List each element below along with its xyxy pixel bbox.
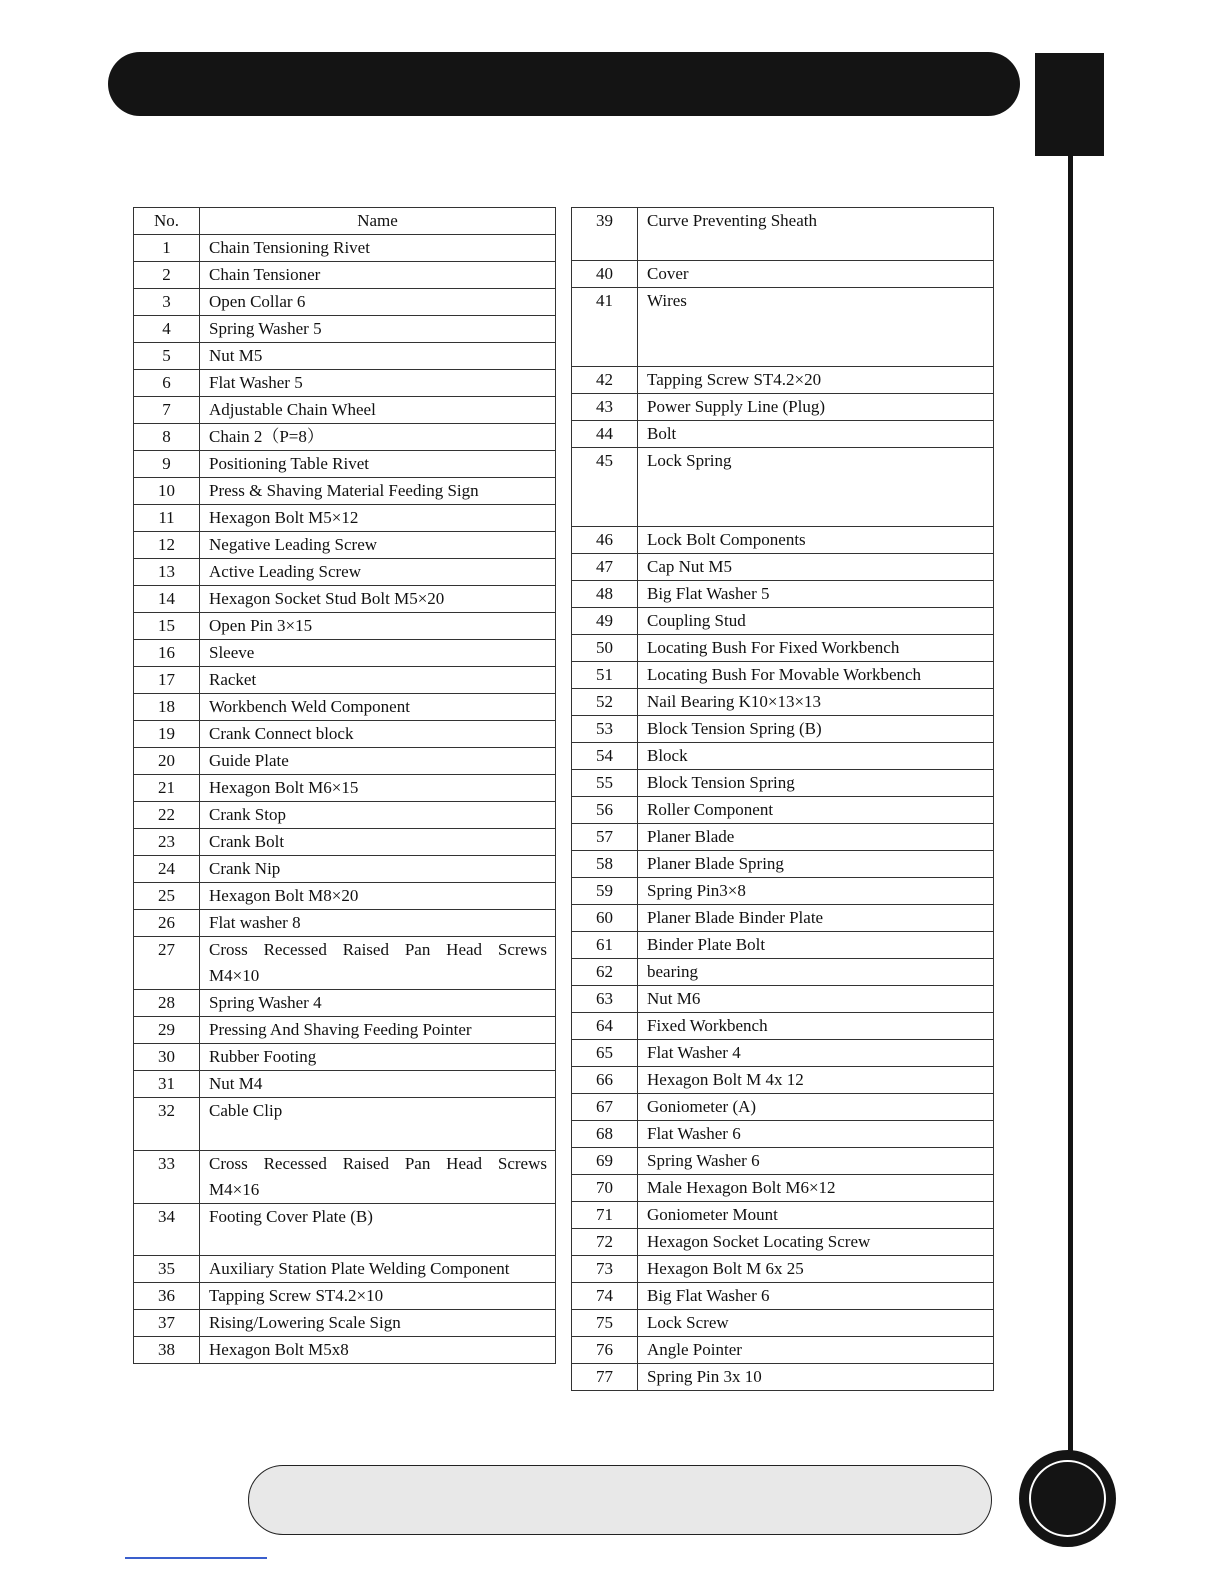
part-number: 22 <box>134 802 200 829</box>
table-row <box>572 554 994 581</box>
part-name: Open Collar 6 <box>200 289 556 316</box>
part-number: 50 <box>572 635 638 662</box>
table-row <box>572 421 994 448</box>
part-name: Roller Component <box>638 797 994 824</box>
table-row <box>134 586 556 613</box>
part-name: Big Flat Washer 5 <box>638 581 994 608</box>
table-row <box>134 451 556 478</box>
part-number: 24 <box>134 856 200 883</box>
table-row <box>572 770 994 797</box>
part-number: 16 <box>134 640 200 667</box>
table-row <box>134 829 556 856</box>
table-row <box>134 1017 556 1044</box>
table-row <box>134 505 556 532</box>
part-number: 77 <box>572 1364 638 1391</box>
part-number: 37 <box>134 1310 200 1337</box>
part-name: Lock Bolt Components <box>638 527 994 554</box>
part-name: Flat Washer 6 <box>638 1121 994 1148</box>
table-row <box>572 1094 994 1121</box>
header-bar <box>108 52 1020 116</box>
part-number: 57 <box>572 824 638 851</box>
part-name: Wires <box>638 288 994 367</box>
part-name: Active Leading Screw <box>200 559 556 586</box>
part-number: 52 <box>572 689 638 716</box>
part-number: 42 <box>572 367 638 394</box>
part-number: 9 <box>134 451 200 478</box>
part-name: Guide Plate <box>200 748 556 775</box>
part-number: 34 <box>134 1203 200 1256</box>
part-number: 46 <box>572 527 638 554</box>
table-row <box>134 802 556 829</box>
part-name: Workbench Weld Component <box>200 694 556 721</box>
table-row <box>134 262 556 289</box>
part-name: Rubber Footing <box>200 1044 556 1071</box>
table-row <box>572 367 994 394</box>
part-name: Coupling Stud <box>638 608 994 635</box>
part-name: Lock Screw <box>638 1310 994 1337</box>
part-number: 1 <box>134 235 200 262</box>
part-name: Locating Bush For Movable Workbench <box>638 662 994 689</box>
table-row <box>134 316 556 343</box>
part-name: Angle Pointer <box>638 1337 994 1364</box>
part-name: Spring Pin3×8 <box>638 878 994 905</box>
part-number: 35 <box>134 1256 200 1283</box>
column-header-name: Name <box>200 208 556 235</box>
part-name: Cover <box>638 261 994 288</box>
part-number: 4 <box>134 316 200 343</box>
part-name: Negative Leading Screw <box>200 532 556 559</box>
table-row <box>572 1067 994 1094</box>
table-row <box>134 1098 556 1151</box>
part-name-line1: Cross Recessed Raised Pan Head Screws <box>209 940 547 959</box>
table-row <box>572 1310 994 1337</box>
part-number: 3 <box>134 289 200 316</box>
table-row <box>134 1150 556 1203</box>
part-name: Flat Washer 5 <box>200 370 556 397</box>
table-row <box>572 581 994 608</box>
table-row <box>572 448 994 527</box>
table-row <box>572 959 994 986</box>
part-name: Spring Washer 4 <box>200 990 556 1017</box>
part-name <box>200 1150 556 1203</box>
part-name: Adjustable Chain Wheel <box>200 397 556 424</box>
table-row <box>572 1148 994 1175</box>
table-header-row <box>134 208 556 235</box>
table-row <box>572 932 994 959</box>
part-number: 28 <box>134 990 200 1017</box>
part-name: Spring Washer 6 <box>638 1148 994 1175</box>
table-row <box>134 910 556 937</box>
part-number: 38 <box>134 1337 200 1364</box>
table-row <box>572 824 994 851</box>
part-number: 20 <box>134 748 200 775</box>
part-name: Crank Bolt <box>200 829 556 856</box>
part-number: 60 <box>572 905 638 932</box>
part-number: 71 <box>572 1202 638 1229</box>
part-number: 53 <box>572 716 638 743</box>
table-row <box>134 478 556 505</box>
part-number: 64 <box>572 1013 638 1040</box>
part-name: Nut M5 <box>200 343 556 370</box>
part-number: 55 <box>572 770 638 797</box>
table-row <box>572 288 994 367</box>
part-name: Crank Stop <box>200 802 556 829</box>
part-name: Locating Bush For Fixed Workbench <box>638 635 994 662</box>
part-name: Hexagon Bolt M5x8 <box>200 1337 556 1364</box>
table-row <box>134 397 556 424</box>
table-row <box>134 343 556 370</box>
part-number: 21 <box>134 775 200 802</box>
part-number: 54 <box>572 743 638 770</box>
part-name: Fixed Workbench <box>638 1013 994 1040</box>
table-row <box>134 613 556 640</box>
part-name: Curve Preventing Sheath <box>638 208 994 261</box>
part-number: 29 <box>134 1017 200 1044</box>
part-number: 39 <box>572 208 638 261</box>
part-number: 74 <box>572 1283 638 1310</box>
table-row <box>572 1175 994 1202</box>
part-number: 49 <box>572 608 638 635</box>
part-name: Flat washer 8 <box>200 910 556 937</box>
table-row <box>134 1071 556 1098</box>
part-name: Male Hexagon Bolt M6×12 <box>638 1175 994 1202</box>
part-name: Flat Washer 4 <box>638 1040 994 1067</box>
table-row <box>134 559 556 586</box>
part-number: 67 <box>572 1094 638 1121</box>
part-name: Lock Spring <box>638 448 994 527</box>
part-name: Nut M6 <box>638 986 994 1013</box>
part-number: 6 <box>134 370 200 397</box>
margin-rule <box>1068 156 1073 1452</box>
part-number: 15 <box>134 613 200 640</box>
table-row <box>134 775 556 802</box>
link-underline <box>125 1557 267 1559</box>
parts-table-right <box>571 207 994 1391</box>
table-row <box>134 640 556 667</box>
part-name: Block Tension Spring (B) <box>638 716 994 743</box>
part-number: 73 <box>572 1256 638 1283</box>
part-name: Crank Nip <box>200 856 556 883</box>
part-name: Power Supply Line (Plug) <box>638 394 994 421</box>
part-name-line2: M4×16 <box>209 1179 260 1199</box>
part-number: 56 <box>572 797 638 824</box>
table-row <box>572 1121 994 1148</box>
table-row <box>572 716 994 743</box>
part-name: Big Flat Washer 6 <box>638 1283 994 1310</box>
part-number: 7 <box>134 397 200 424</box>
table-row <box>134 883 556 910</box>
table-row <box>134 721 556 748</box>
part-number: 68 <box>572 1121 638 1148</box>
table-row <box>134 1337 556 1364</box>
part-number: 72 <box>572 1229 638 1256</box>
table-row <box>572 1256 994 1283</box>
part-number: 61 <box>572 932 638 959</box>
table-row <box>134 235 556 262</box>
part-number: 5 <box>134 343 200 370</box>
page-number-ring <box>1029 1460 1106 1537</box>
column-header-no: No. <box>134 208 200 235</box>
table-row <box>572 635 994 662</box>
part-name: Chain 2（P=8） <box>200 424 556 451</box>
table-row <box>572 394 994 421</box>
part-number: 17 <box>134 667 200 694</box>
part-name: Chain Tensioner <box>200 262 556 289</box>
part-name: Hexagon Bolt M6×15 <box>200 775 556 802</box>
table-row <box>572 1337 994 1364</box>
footer-bar <box>248 1465 992 1535</box>
table-row <box>134 1256 556 1283</box>
part-name: Racket <box>200 667 556 694</box>
part-number: 36 <box>134 1283 200 1310</box>
part-name: Positioning Table Rivet <box>200 451 556 478</box>
table-row <box>572 689 994 716</box>
part-number: 40 <box>572 261 638 288</box>
table-row <box>572 1040 994 1067</box>
table-row <box>134 532 556 559</box>
part-number: 33 <box>134 1150 200 1203</box>
part-number: 2 <box>134 262 200 289</box>
table-row <box>134 937 556 990</box>
table-row <box>572 905 994 932</box>
part-name <box>200 937 556 990</box>
chapter-tab <box>1035 53 1104 156</box>
table-row <box>134 856 556 883</box>
table-row <box>572 743 994 770</box>
part-name: Planer Blade Spring <box>638 851 994 878</box>
part-number: 47 <box>572 554 638 581</box>
part-number: 58 <box>572 851 638 878</box>
part-name: Goniometer (A) <box>638 1094 994 1121</box>
part-number: 76 <box>572 1337 638 1364</box>
part-number: 43 <box>572 394 638 421</box>
part-name: Rising/Lowering Scale Sign <box>200 1310 556 1337</box>
part-number: 10 <box>134 478 200 505</box>
part-name: Bolt <box>638 421 994 448</box>
table-row <box>134 1283 556 1310</box>
part-number: 19 <box>134 721 200 748</box>
part-name: Tapping Screw ST4.2×10 <box>200 1283 556 1310</box>
part-number: 63 <box>572 986 638 1013</box>
table-row <box>134 289 556 316</box>
part-name: Nail Bearing K10×13×13 <box>638 689 994 716</box>
part-name: Block <box>638 743 994 770</box>
part-name: Spring Pin 3x 10 <box>638 1364 994 1391</box>
part-name: Hexagon Bolt M8×20 <box>200 883 556 910</box>
table-row <box>134 667 556 694</box>
part-number: 45 <box>572 448 638 527</box>
part-number: 59 <box>572 878 638 905</box>
part-number: 27 <box>134 937 200 990</box>
table-row <box>134 748 556 775</box>
table-row <box>134 1044 556 1071</box>
part-name: Cap Nut M5 <box>638 554 994 581</box>
table-row <box>572 1202 994 1229</box>
table-row <box>572 608 994 635</box>
part-name-line1: Cross Recessed Raised Pan Head Screws <box>209 1153 547 1173</box>
table-row <box>572 527 994 554</box>
part-name: Chain Tensioning Rivet <box>200 235 556 262</box>
table-row <box>134 1203 556 1256</box>
part-number: 12 <box>134 532 200 559</box>
part-name: Planer Blade <box>638 824 994 851</box>
table-row <box>134 1310 556 1337</box>
part-number: 66 <box>572 1067 638 1094</box>
part-name: Block Tension Spring <box>638 770 994 797</box>
part-name: Hexagon Socket Stud Bolt M5×20 <box>200 586 556 613</box>
part-number: 11 <box>134 505 200 532</box>
table-row <box>572 261 994 288</box>
part-name: Crank Connect block <box>200 721 556 748</box>
table-row <box>134 370 556 397</box>
part-number: 31 <box>134 1071 200 1098</box>
part-number: 18 <box>134 694 200 721</box>
part-name: Open Pin 3×15 <box>200 613 556 640</box>
part-number: 62 <box>572 959 638 986</box>
part-number: 13 <box>134 559 200 586</box>
part-name: Hexagon Bolt M 6x 25 <box>638 1256 994 1283</box>
part-number: 14 <box>134 586 200 613</box>
table-row <box>572 1283 994 1310</box>
table-row <box>572 1364 994 1391</box>
part-number: 65 <box>572 1040 638 1067</box>
part-name: Hexagon Bolt M5×12 <box>200 505 556 532</box>
table-row <box>572 851 994 878</box>
part-name: Cable Clip <box>200 1098 556 1151</box>
part-name: Hexagon Bolt M 4x 12 <box>638 1067 994 1094</box>
part-number: 32 <box>134 1098 200 1151</box>
part-number: 44 <box>572 421 638 448</box>
table-row <box>572 1013 994 1040</box>
table-row <box>572 878 994 905</box>
part-name: Nut M4 <box>200 1071 556 1098</box>
part-name: Tapping Screw ST4.2×20 <box>638 367 994 394</box>
part-number: 75 <box>572 1310 638 1337</box>
part-name: Binder Plate Bolt <box>638 932 994 959</box>
part-number: 30 <box>134 1044 200 1071</box>
table-row <box>134 424 556 451</box>
part-name: Spring Washer 5 <box>200 316 556 343</box>
table-row <box>572 662 994 689</box>
part-number: 51 <box>572 662 638 689</box>
part-number: 8 <box>134 424 200 451</box>
table-row <box>134 990 556 1017</box>
part-number: 48 <box>572 581 638 608</box>
part-name: Goniometer Mount <box>638 1202 994 1229</box>
part-number: 26 <box>134 910 200 937</box>
table-row <box>134 694 556 721</box>
part-name: Sleeve <box>200 640 556 667</box>
part-number: 25 <box>134 883 200 910</box>
part-name: Press & Shaving Material Feeding Sign <box>200 478 556 505</box>
part-name: bearing <box>638 959 994 986</box>
part-number: 23 <box>134 829 200 856</box>
part-name: Planer Blade Binder Plate <box>638 905 994 932</box>
table-row <box>572 986 994 1013</box>
table-row <box>572 1229 994 1256</box>
part-name-line2: M4×10 <box>209 966 260 985</box>
part-name: Hexagon Socket Locating Screw <box>638 1229 994 1256</box>
table-row <box>572 208 994 261</box>
part-number: 41 <box>572 288 638 367</box>
parts-table-left <box>133 207 556 1364</box>
part-name: Pressing And Shaving Feeding Pointer <box>200 1017 556 1044</box>
part-number: 70 <box>572 1175 638 1202</box>
part-name: Auxiliary Station Plate Welding Component <box>200 1256 556 1283</box>
part-name: Footing Cover Plate (B) <box>200 1203 556 1256</box>
table-row <box>572 797 994 824</box>
part-number: 69 <box>572 1148 638 1175</box>
